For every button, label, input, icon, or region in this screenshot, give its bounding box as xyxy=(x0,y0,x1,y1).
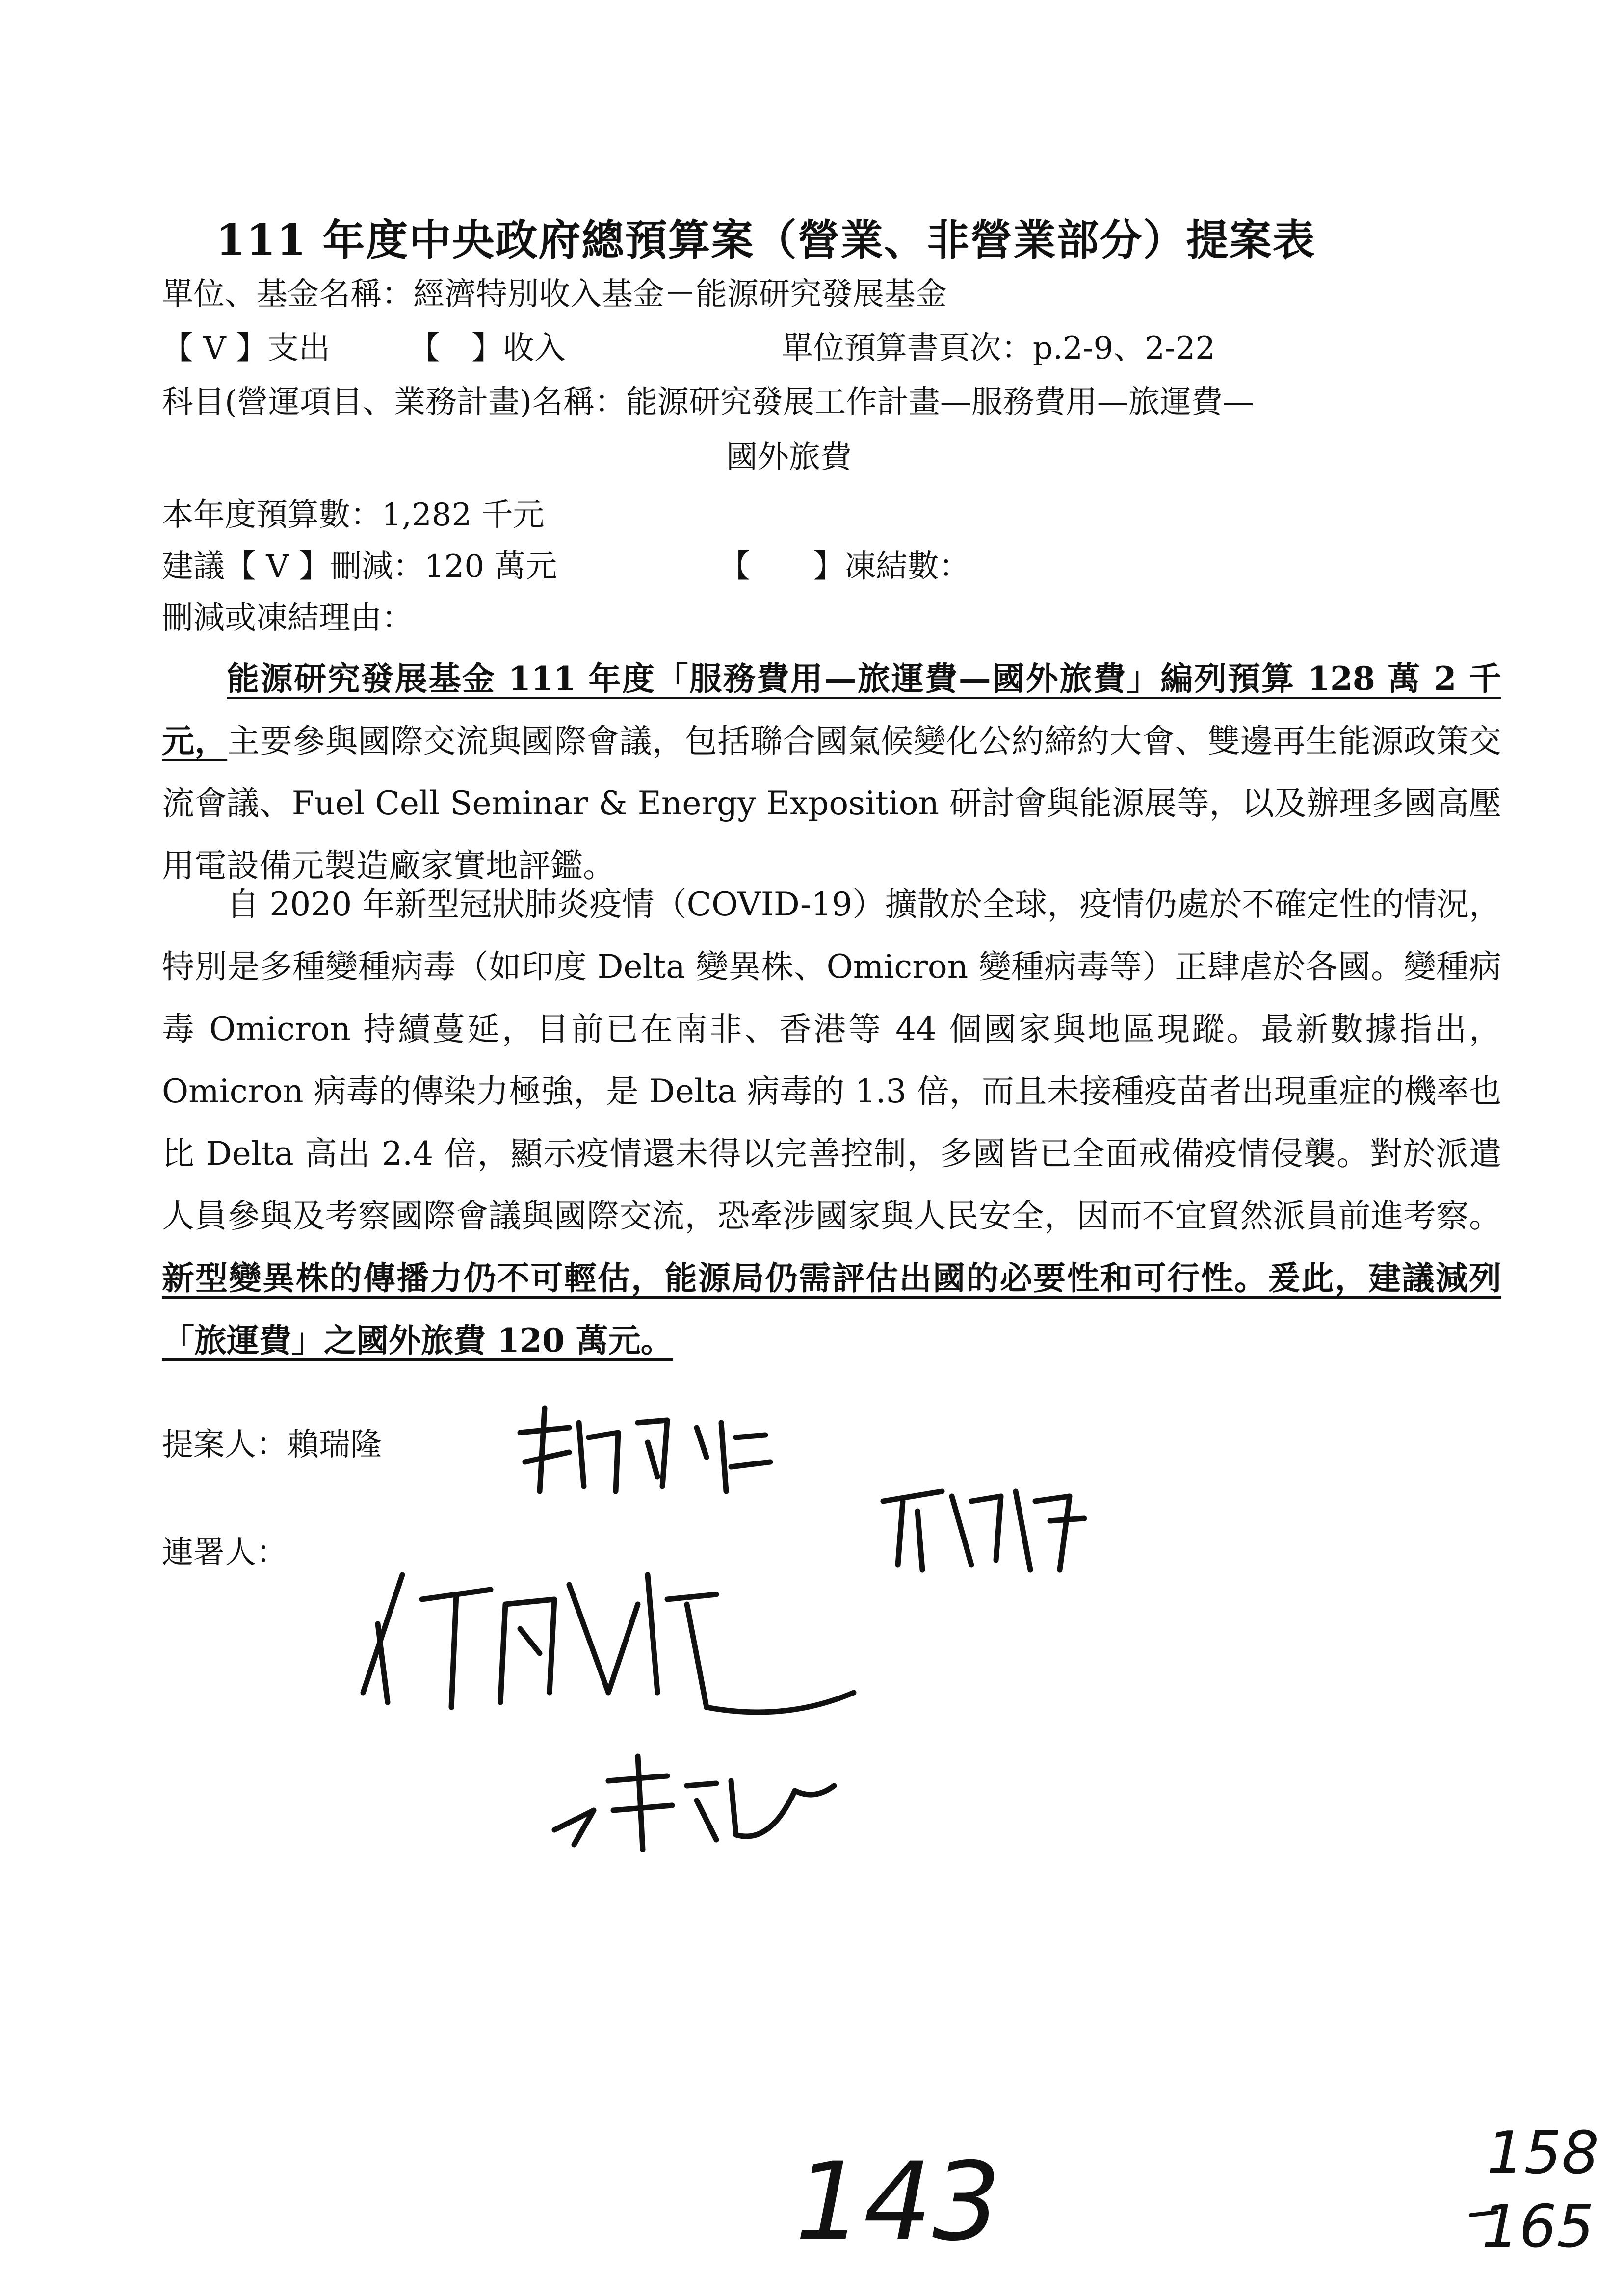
cosigner-signature-2 xyxy=(343,1545,864,1722)
cosigner-signature-3 xyxy=(540,1732,844,1859)
subject-line: 科目(營運項目、業務計畫)名稱：能源研究發展工作計畫—服務費用—旅運費— xyxy=(162,384,1254,420)
freeze-amount: 【 】凍結數： xyxy=(719,548,970,585)
reason-paragraph-1 xyxy=(162,648,1501,897)
reason-paragraph-2 xyxy=(162,873,1501,1372)
corner-strike-mark xyxy=(1467,2205,1506,2225)
type-row xyxy=(162,326,1215,370)
corner-number-top: 158 xyxy=(1487,2119,1599,2188)
proposer-signature xyxy=(510,1393,785,1511)
reason-1-emphasis: 能源研究發展基金 111 年度「服務費用—旅運費—國外旅費」編列預算 128 萬 2 千元， xyxy=(162,659,1501,760)
annual-budget: 本年度預算數：1,282 千元 xyxy=(162,497,545,533)
budget-page-reference: 單位預算書頁次：p.2-9、2-22 xyxy=(781,330,1216,366)
unit-fund-name: 單位、基金名稱：經濟特別收入基金－能源研究發展基金 xyxy=(162,276,947,313)
suggestion-row xyxy=(162,545,970,589)
cosigner-signature-1 xyxy=(873,1472,1099,1590)
cut-suggestion: 建議【 V 】刪減：120 萬元 xyxy=(162,548,557,585)
document-title: 111 年度中央政府總預算案（營業、非營業部分）提案表 xyxy=(216,215,1316,265)
reason-2-body: 自 2020 年新型冠狀肺炎疫情（COVID-19）擴散於全球，疫情仍處於不確定性的情況，特別是多種變種病毒（如印度 Delta 變異株、Omicron 變種病毒等）正肆虐於各國。變種病毒 Omicron 持續蔓延，目前已在南非、香港等 44 個國家與地區現蹤。最新數據指出，Omicron 病毒的傳染力極強，是 Delta 病毒的 1.3 倍，而且未接種疫苗者出現重症的機率也比 Delta 高出 2.4 倍，顯示疫情還未得以完善控制，多國皆已全面戒備疫情侵襲。對於派遣人員參與及考察國際會議與國際交流，恐牽涉國家與人民安全，因而不宜貿然派員前進考察。 xyxy=(162,886,1501,1235)
corner-number-bottom: 165 xyxy=(1482,2193,1595,2261)
handwritten-page-number: 143 xyxy=(795,2139,1001,2265)
cosigner-label: 連署人： xyxy=(162,1535,288,1571)
subject-line-continued: 國外旅費 xyxy=(726,439,852,475)
reason-2-emphasis: 新型變異株的傳播力仍不可輕估，能源局仍需評估出國的必要性和可行性。爰此，建議減列「旅運費」之國外旅費 120 萬元。 xyxy=(162,1259,1501,1359)
income-checkbox-label: 【 】收入 xyxy=(408,330,566,366)
reason-1-body: 主要參與國際交流與國際會議，包括聯合國氣候變化公約締約大會、雙邊再生能源政策交流會議、Fuel Cell Seminar & Energy Exposition 研討會與能源展等，以及辦理多國高壓用電設備元製造廠家實地評鑑。 xyxy=(162,722,1502,885)
reason-label: 刪減或凍結理由： xyxy=(162,600,413,636)
expense-checkbox-label: 【 V 】支出 xyxy=(162,330,330,366)
proposer-label: 提案人：賴瑞隆 xyxy=(162,1427,382,1463)
